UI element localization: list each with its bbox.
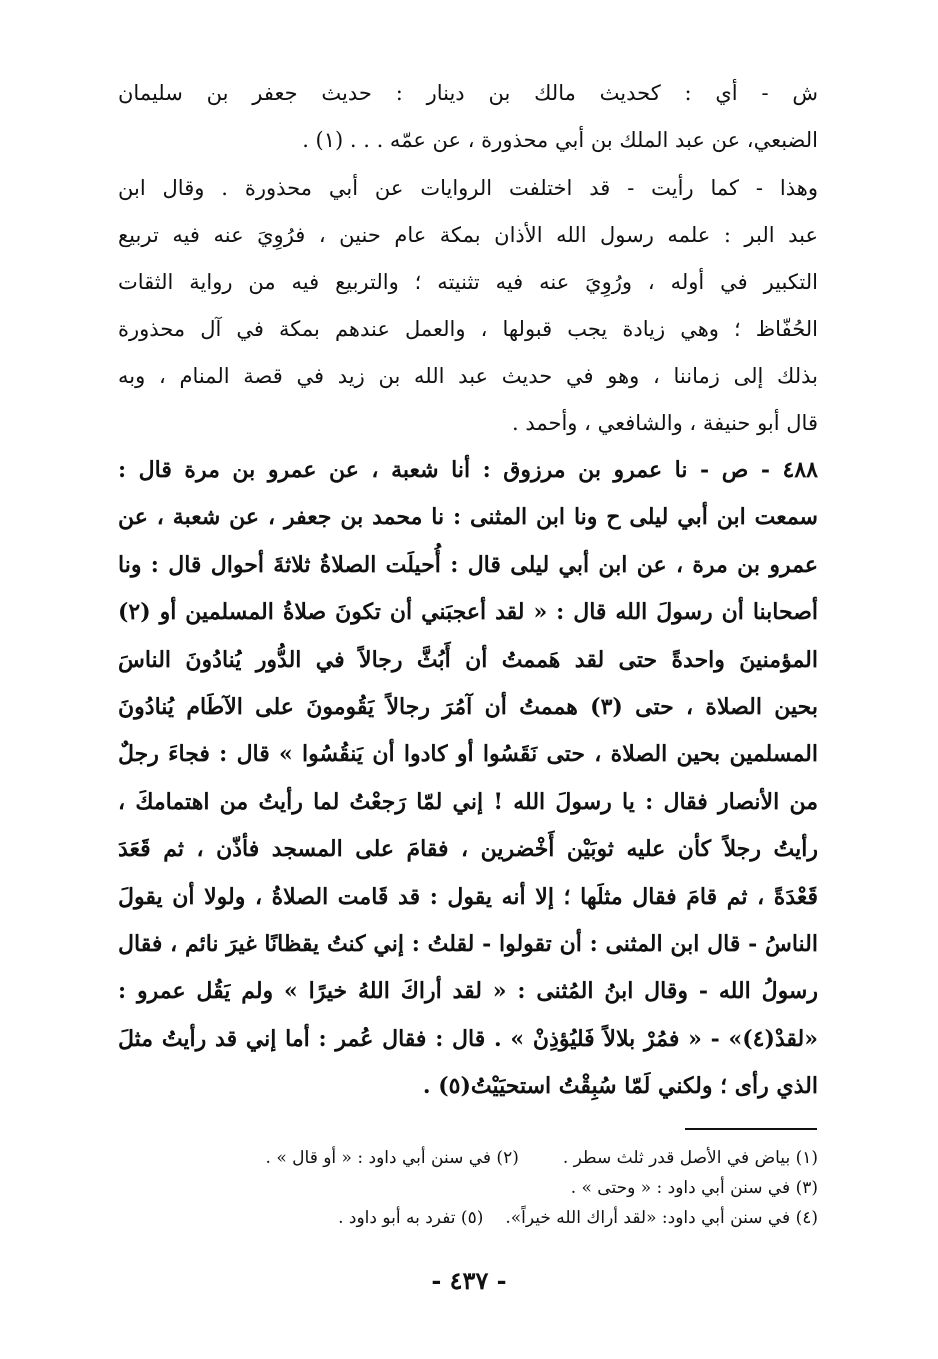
text-line: الذي رأى ؛ ولكني لَمّا سُبِقْتُ استحيَيْتُ(٥) . xyxy=(422,1073,818,1100)
text-line: ٤٨٨ - ص - نا عمرو بن مرزوق : أنا شعبة ، عن عمرو بن مرة قال : xyxy=(118,457,818,483)
text-line: بحين الصلاة ، حتى (٣) هممتُ أن آمُرَ رجالاً يَقُومونَ على الآطَام يُنادُونَ xyxy=(118,693,818,720)
text-line: أصحابنا أن رسولَ الله قال : « لقد أعجبَني أن تكونَ صلاةُ المسلمين أو (٢) xyxy=(118,599,818,626)
text-line: عبد البر : علمه رسول الله الأذان بمكة عام حنين ، فرُوِيَ عنه فيه تربيع xyxy=(118,223,818,247)
text-line: رأيتُ رجلاً كأن عليه ثوبَيْن أَخْضرين ، فقامَ على المسجد فأذّن ، ثم قَعَدَ xyxy=(118,836,818,863)
footnote-3: (٣) في سنن أبي داود : « وحتى » . xyxy=(570,1178,818,1198)
page-number: - ٤٣٧ - xyxy=(431,1266,507,1295)
text-line: «لقدْ(٤)» - « فمُرْ بلالاً فَليُؤذِنْ » . قال : فقال عُمر : أما إني قد رأيتُ مثلَ xyxy=(118,1025,818,1052)
text-line: قال أبو حنيفة ، والشافعي ، وأحمد . xyxy=(511,411,818,435)
text-line: رسولُ الله - وقال ابنُ المُثنى : « لقد أراكَ اللهُ خيرًا » ولم يَقُل عمرو : xyxy=(118,978,818,1005)
text-line: الحُفّاظ ؛ وهي زيادة يجب قبولها ، والعمل عندهم بمكة في آل محذورة xyxy=(118,317,818,341)
text-line: عمرو بن مرة ، عن ابن أبي ليلى قال : أُحيلَت الصلاةُ ثلاثةَ أحوال قال : ونا xyxy=(118,551,818,578)
hadith-text xyxy=(118,447,818,1110)
text-line: من الأنصار فقال : يا رسولَ الله ! إني لمّا رَجعْتُ لما رأيتُ من اهتمامكَ ، xyxy=(118,788,818,815)
text-line: الضبعي، عن عبد الملك بن أبي محذورة ، عن عمّه . . . (١) . xyxy=(302,128,818,152)
commentary-paragraph-1 xyxy=(118,70,818,164)
footnote-2: (٢) في سنن أبي داود : « أو قال » . xyxy=(265,1148,519,1168)
text-line: المؤمنينَ واحدةً حتى لقد هَممتُ أن أَبُثَّ رجالاً في الدُّور يُنادُونَ الناسَ xyxy=(118,646,818,673)
footnotes xyxy=(118,1143,818,1233)
footnote-1: (١) بياض في الأصل قدر ثلث سطر . xyxy=(562,1148,818,1168)
footnote-4: (٤) في سنن أبي داود: «لقد أراك الله خيراً». xyxy=(505,1208,818,1228)
footnote-divider xyxy=(685,1128,817,1130)
text-line: قَعْدَةً ، ثم قامَ فقال مثلَها ؛ إلا أنه يقول : قد قَامت الصلاةُ ، ولولا أن يقولَ xyxy=(118,883,818,910)
text-line: وهذا - كما رأيت - قد اختلفت الروايات عن أبي محذورة . وقال ابن xyxy=(118,176,818,200)
footnote-row xyxy=(118,1203,818,1233)
footnote-5: (٥) تفرد به أبو داود . xyxy=(338,1208,484,1228)
commentary-paragraph-2 xyxy=(118,165,818,447)
text-line: ش - أي : كحديث مالك بن دينار : حديث جعفر بن سليمان xyxy=(118,81,818,105)
text-line: المسلمين بحين الصلاة ، حتى نَقَسُوا أو كادوا أن يَنقُسُوا » قال : فجاءَ رجلٌ xyxy=(118,741,818,768)
text-line: التكبير في أوله ، ورُوِيَ عنه فيه تثنيته ؛ والتربيع فيه من رواية الثقات xyxy=(118,270,818,294)
text-line: سمعت ابن أبي ليلى ح ونا ابن المثنى : نا محمد بن جعفر ، عن شعبة ، عن xyxy=(118,504,818,531)
footnote-row xyxy=(118,1143,818,1173)
text-line: بذلك إلى زماننا ، وهو في حديث عبد الله بن زيد في قصة المنام ، وبه xyxy=(118,364,818,388)
footnote-row xyxy=(118,1173,818,1203)
text-line: الناسُ - قال ابن المثنى : أن تقولوا - لقلتُ : إني كنتُ يقظانًا غيرَ نائم ، فقال xyxy=(118,930,818,957)
